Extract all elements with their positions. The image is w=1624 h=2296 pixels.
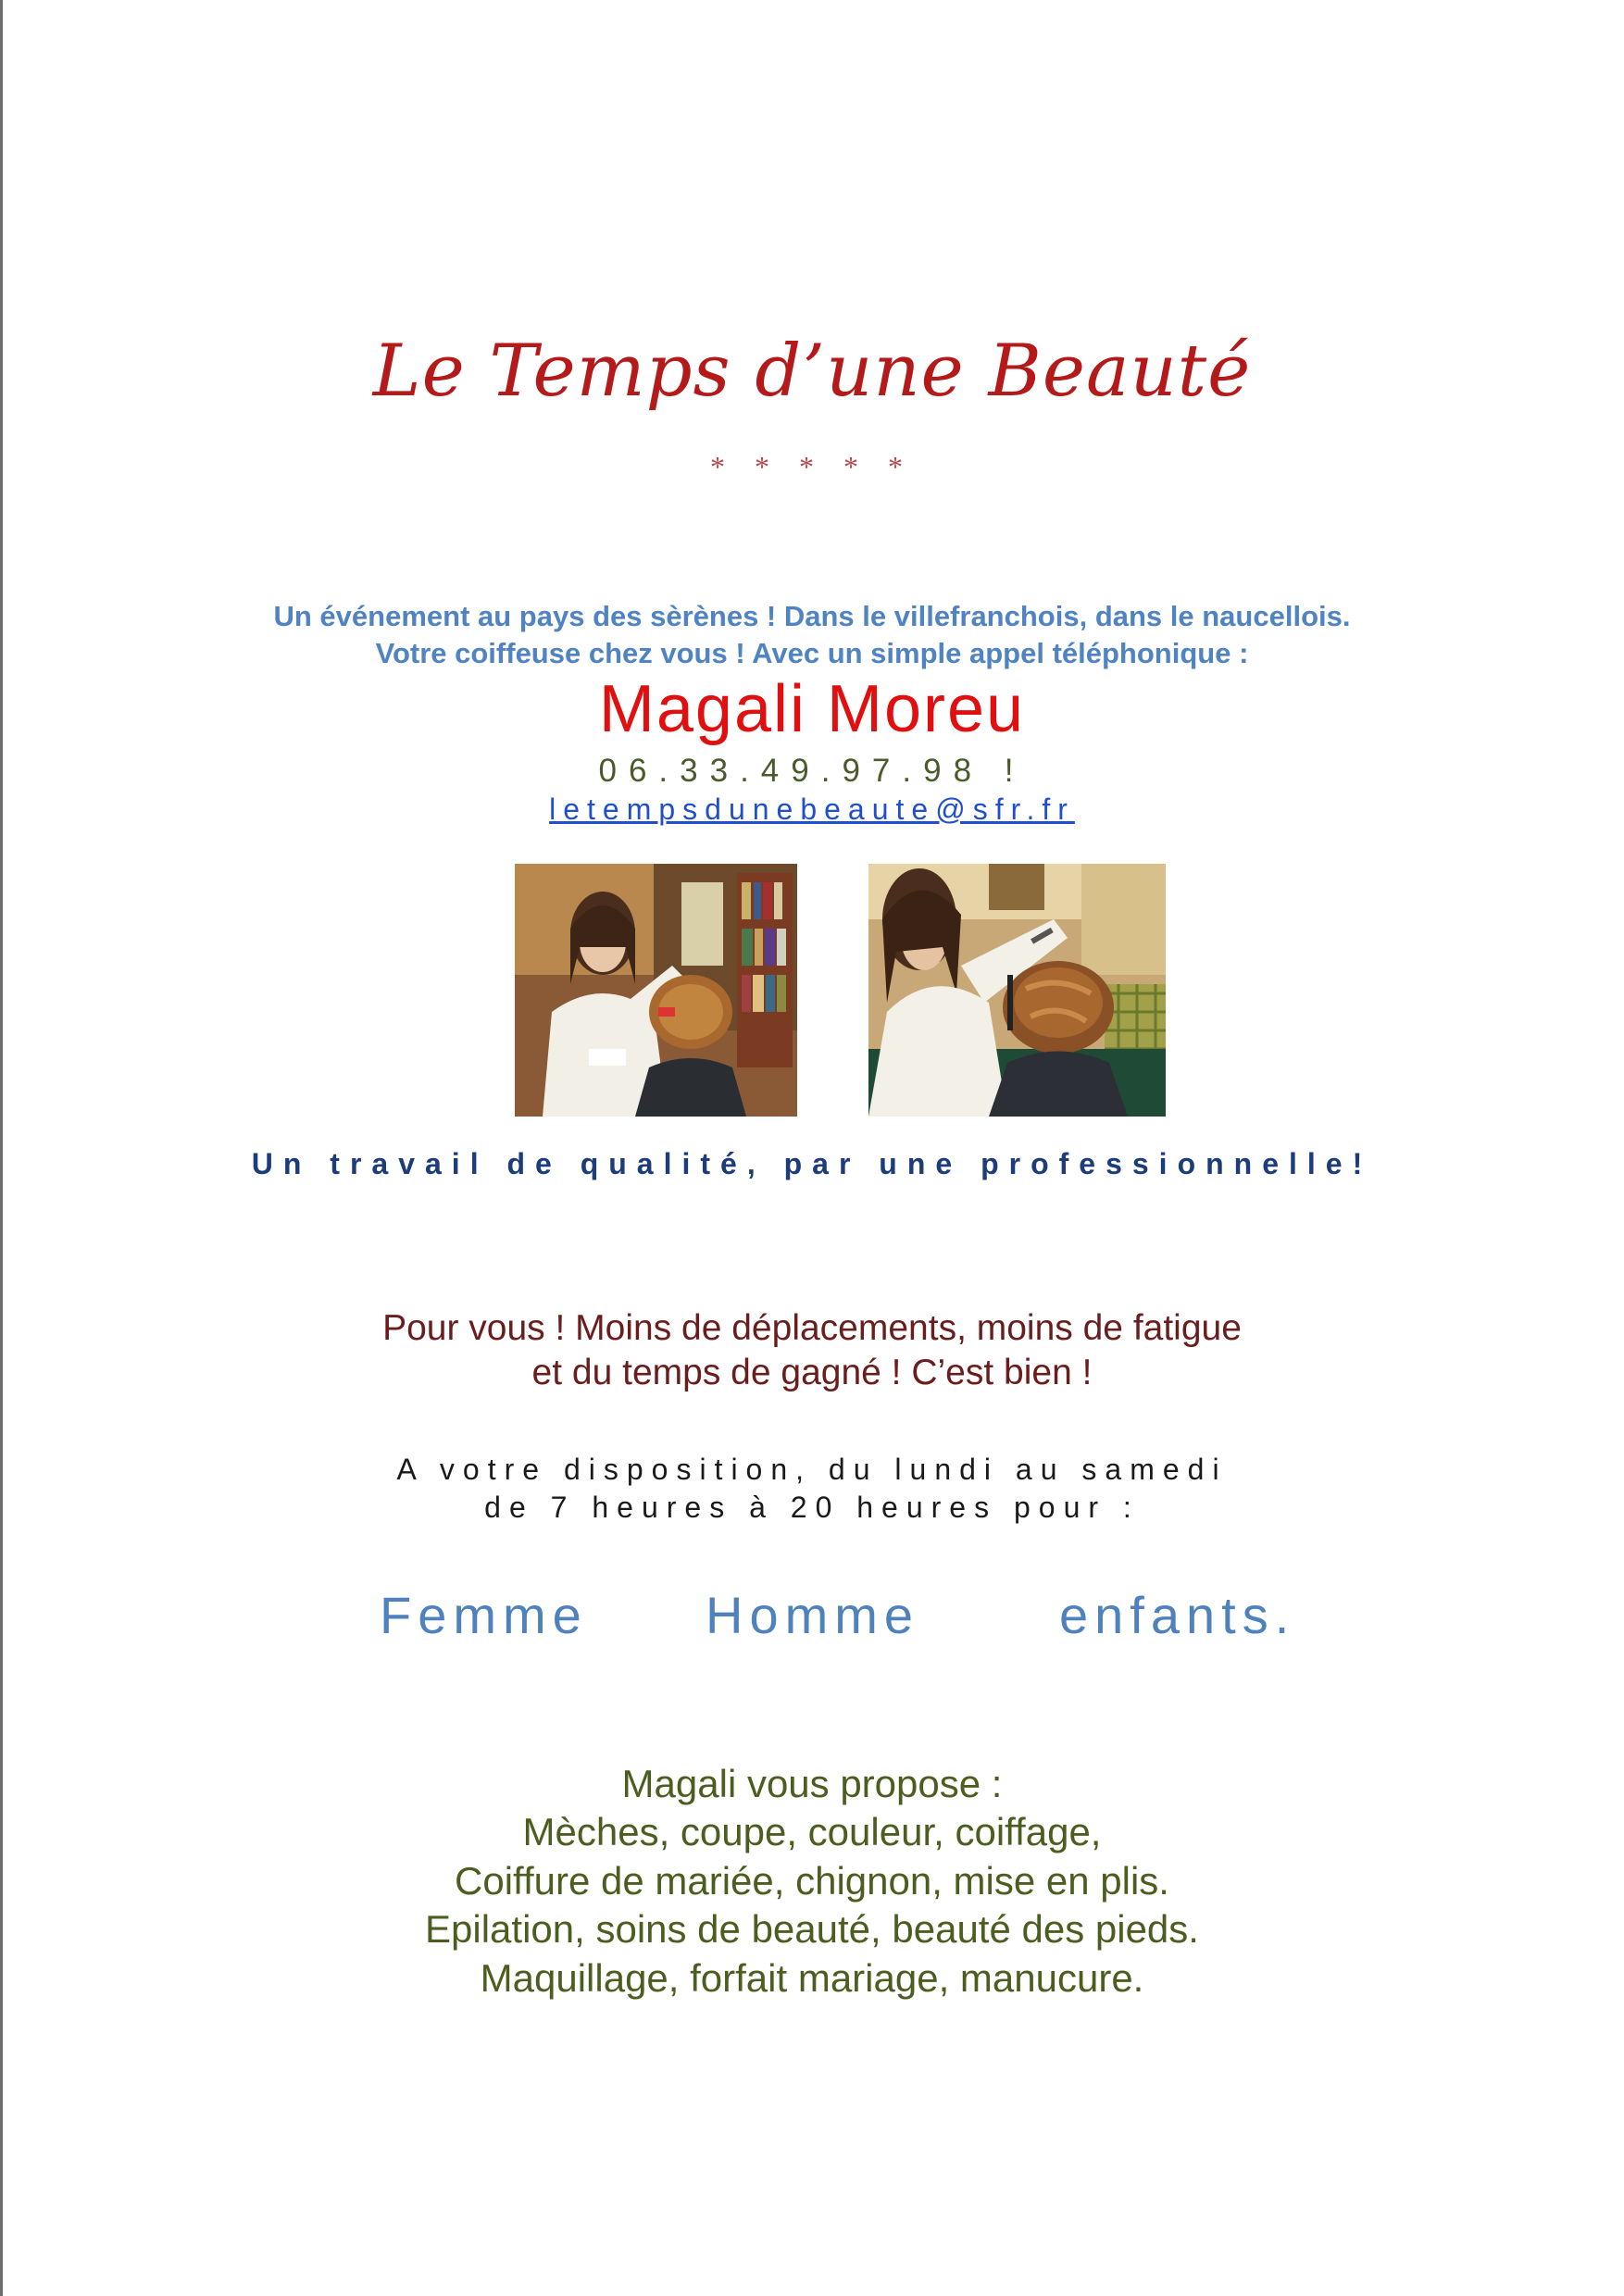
service-line: Maquillage, forfait mariage, manucure. [480,1956,1144,2000]
contact-phone: 06.33.49.97.98 ! [598,753,1026,789]
contact-name: Magali Moreu [598,672,1026,746]
client-enfants: enfants. [1059,1586,1296,1644]
star-divider: * * * * * [710,450,914,483]
photo-hairdresser-2 [868,864,1166,1117]
tagline: Un travail de qualité, par une professionnelle! [251,1147,1373,1180]
availability-line-2: de 7 heures à 20 heures pour : [484,1491,1140,1524]
services-heading: Magali vous propose : [621,1762,1003,1805]
client-femme: Femme [380,1586,588,1644]
contact-email-line [0,794,1624,824]
benefits-line-1: Pour vous ! Moins de déplacements, moins de fatigue [382,1308,1242,1348]
photo-hairdresser-1 [515,864,797,1117]
service-line: Coiffure de mariée, chignon, mise en plis. [455,1859,1169,1903]
intro-line-1: Un événement au pays des sèrènes ! Dans le villefranchois, dans le naucellois. [273,600,1351,632]
email-link[interactable]: letempsdunebeaute@sfr.fr [549,792,1075,826]
page-title: Le Temps d’une Beauté [372,330,1252,413]
service-line: Epilation, soins de beauté, beauté des pieds. [425,1907,1199,1951]
benefits-line-2: et du temps de gagné ! C’est bien ! [531,1353,1093,1392]
availability-line-1: A votre disposition, du lundi au samedi [396,1453,1228,1486]
service-line: Mèches, coupe, couleur, coiffage, [522,1810,1102,1853]
intro-line-2: Votre coiffeuse chez vous ! Avec un simple appel téléphonique : [375,637,1249,669]
client-homme: Homme [706,1586,920,1644]
